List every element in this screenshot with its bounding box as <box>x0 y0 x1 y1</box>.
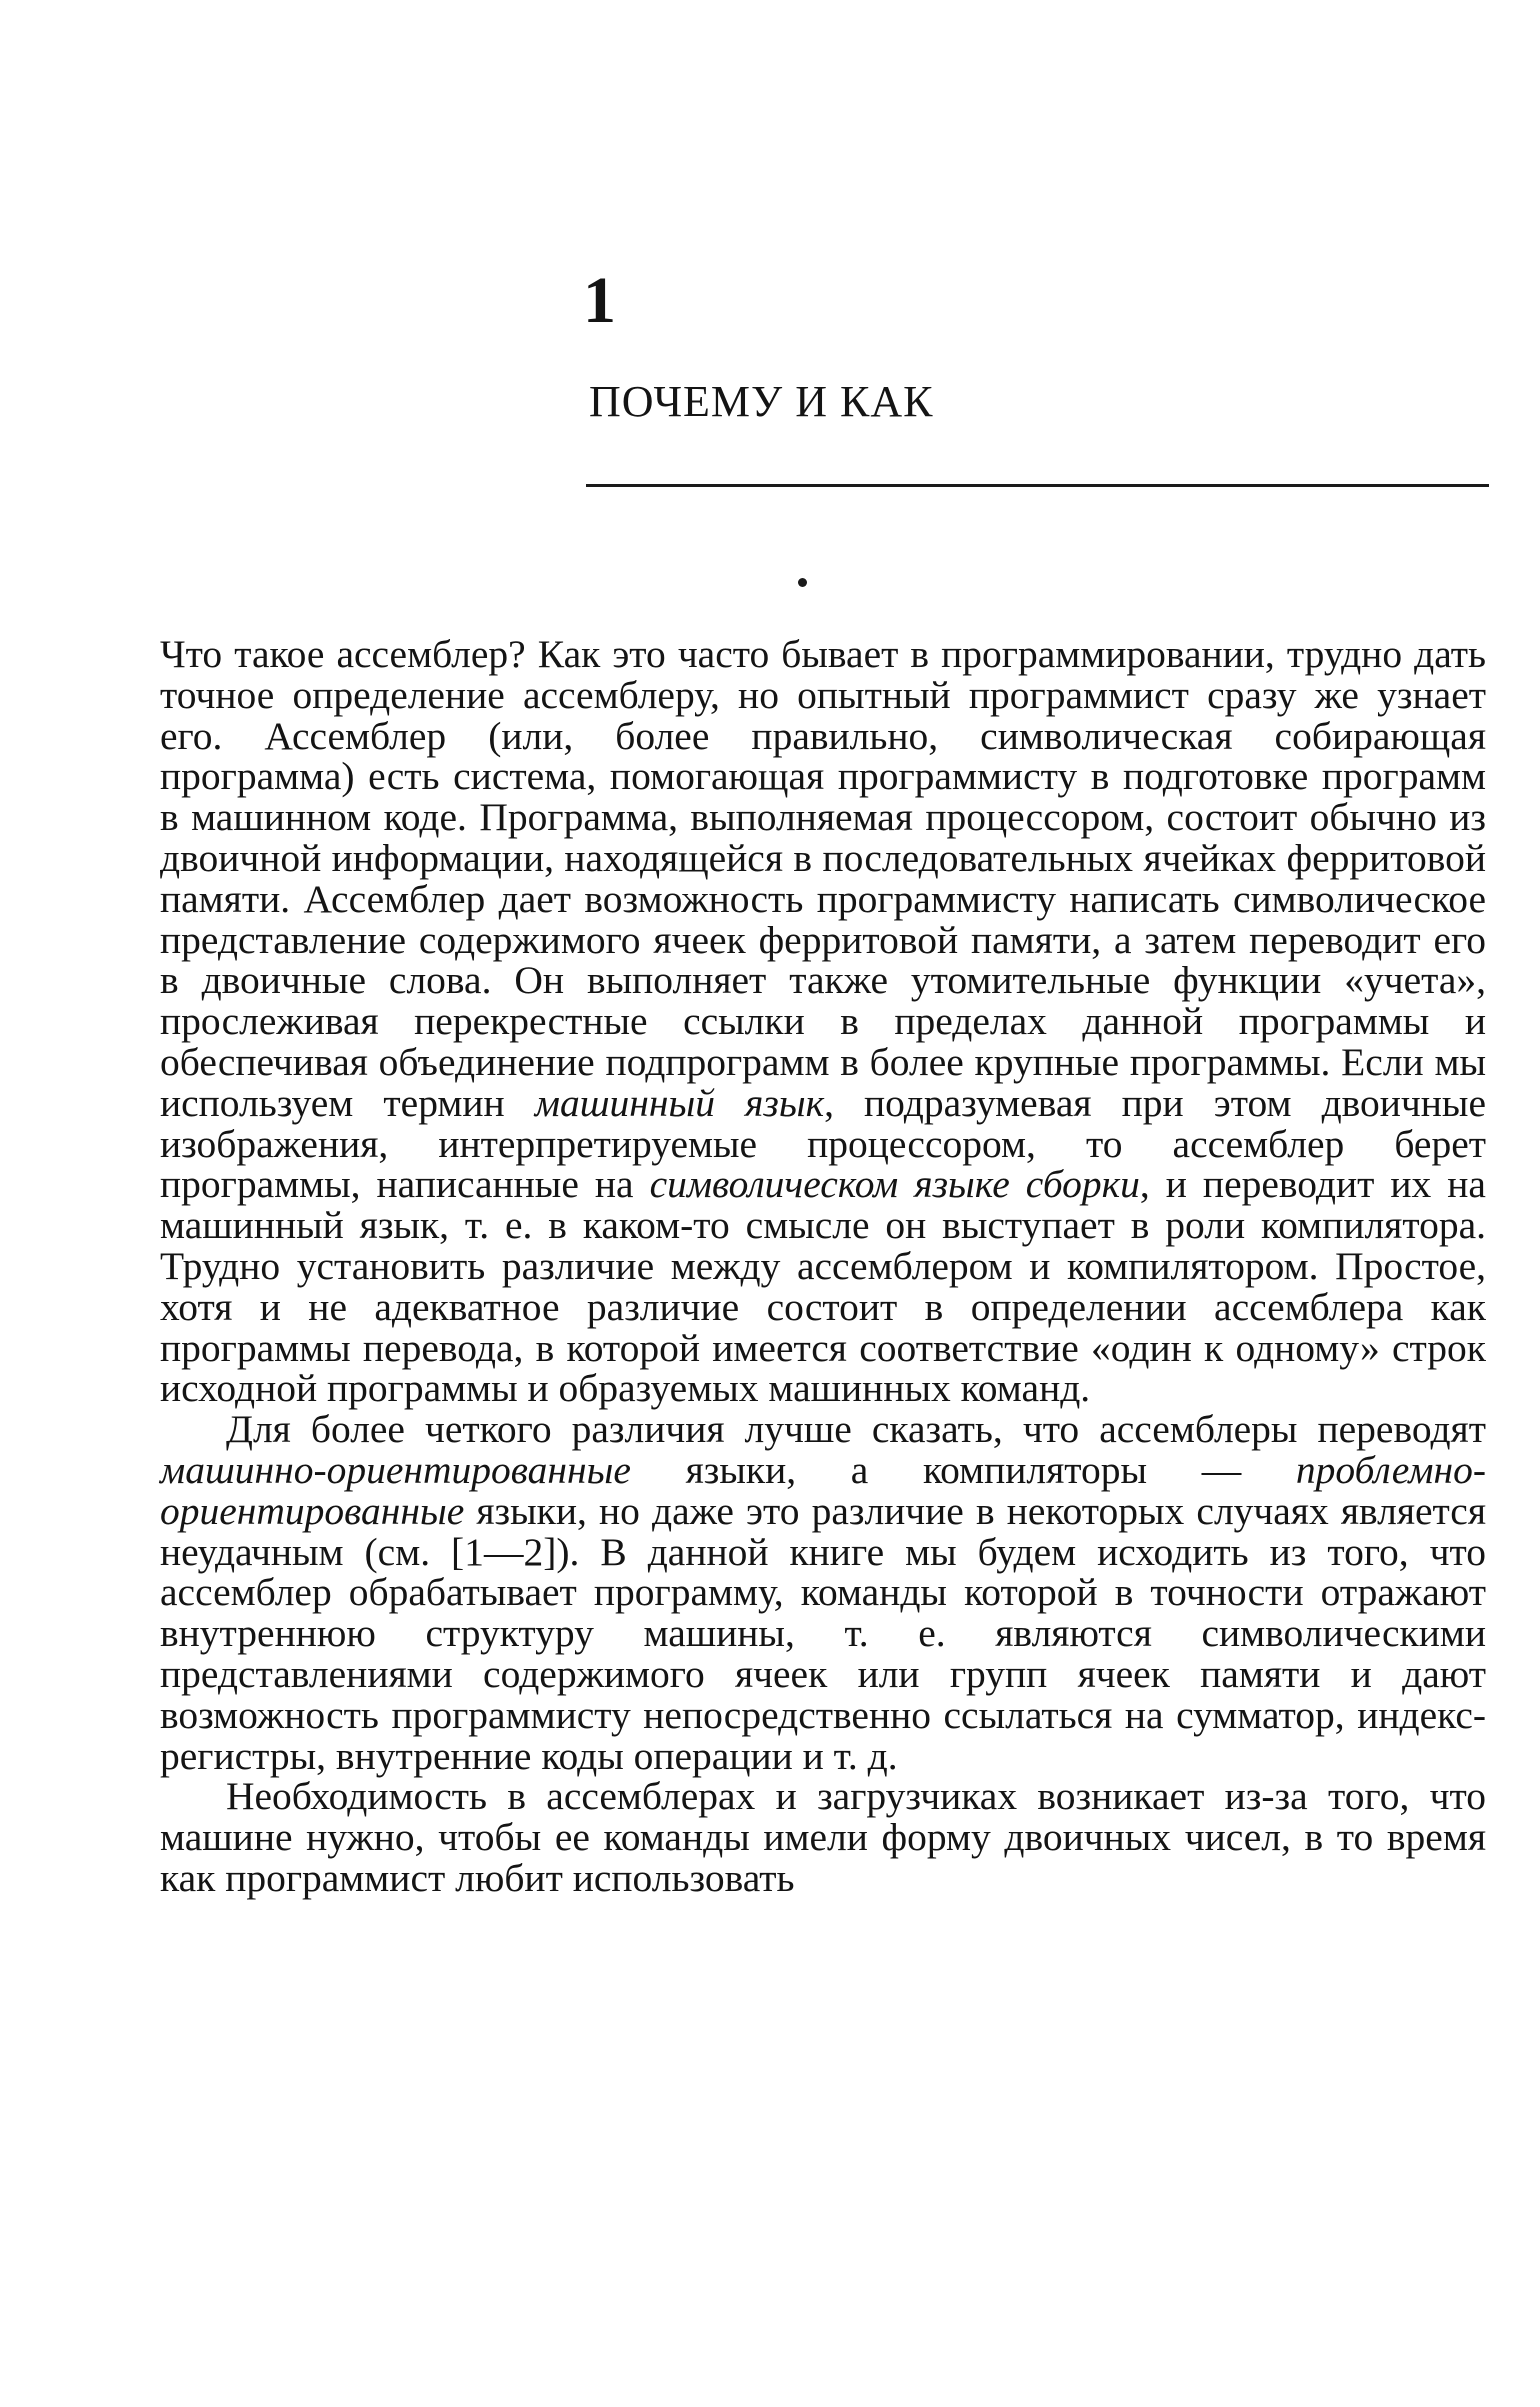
chapter-number: 1 <box>583 264 616 337</box>
text-run: , и переводит их на машинный язык, т. е. в каком-то смысле он выступает в роли компилятора. Трудно установить различие между ассемблером и компилятором. Простое, хотя и не адекватное различие состоит в определении ассемблера как программы перевода, в которой имеется соответствие «один к одному» строк исходной программы и образуемых машинных команд. <box>160 1162 1486 1411</box>
italic-term: машинно-ориентированные <box>160 1447 631 1492</box>
ornament-dot <box>798 578 807 587</box>
text-run: языки, но даже это различие в некоторых случаях является неудачным (см. [1—2]). В данной книге мы будем исходить из того, что ассемблер обрабатывает программу, команды которой в точности отражают внутреннюю структуру машины, т. е. являются символическими представлениями содержимого ячеек или групп ячеек памяти и дают возможность программисту непосредственно ссылаться на сумматор, индекс-регистры, внутренние коды операции и т. д. <box>160 1488 1486 1778</box>
italic-term: проблемно-ориентированные <box>160 1447 1486 1533</box>
paragraph <box>160 1409 1486 1776</box>
text-run: Для более четкого различия лучше сказать, что ассемблеры переводят <box>226 1407 1486 1452</box>
text-run: Необходимость в ассемблерах и загрузчиках возникает из-за того, что машине нужно, чтобы ее команды имели форму двоичных чисел, в то время как программист любит использовать <box>160 1774 1486 1900</box>
text-run: Что такое ассемблер? Как это часто бывает в программировании, трудно дать точное определение ассемблеру, но опытный программист сразу же узнает его. Ассемблер (или, более правильно, символическая собирающая программа) есть система, помогающая программисту в подготовке программ в машинном коде. Программа, выполняемая процессором, состоит обычно из двоичной информации, находящейся в последовательных ячейках ферритовой памяти. Ассемблер дает возможность программисту написать символическое представление содержимого ячеек ферритовой памяти, а затем переводит его в двоичные слова. Он выполняет также утомительные функции «учета», прослеживая перекрестные ссылки в пределах данной программы и обеспечивая объединение подпрограмм в более крупные программы. Если мы используем термин <box>160 632 1486 1125</box>
paragraph <box>160 1776 1486 1898</box>
text-run: языки, а компиляторы — <box>630 1447 1296 1492</box>
title-rule <box>586 484 1489 487</box>
body-text <box>160 634 1486 1899</box>
text-run: , подразумевая при этом двоичные изображения, интерпретируемые процессором, то ассемблер берет программы, написанные на <box>160 1080 1487 1207</box>
chapter-title: ПОЧЕМУ И КАК <box>589 377 934 426</box>
paragraph <box>160 634 1486 1409</box>
italic-term: машинный язык <box>534 1080 825 1125</box>
italic-term: символическом языке сборки <box>649 1162 1140 1207</box>
